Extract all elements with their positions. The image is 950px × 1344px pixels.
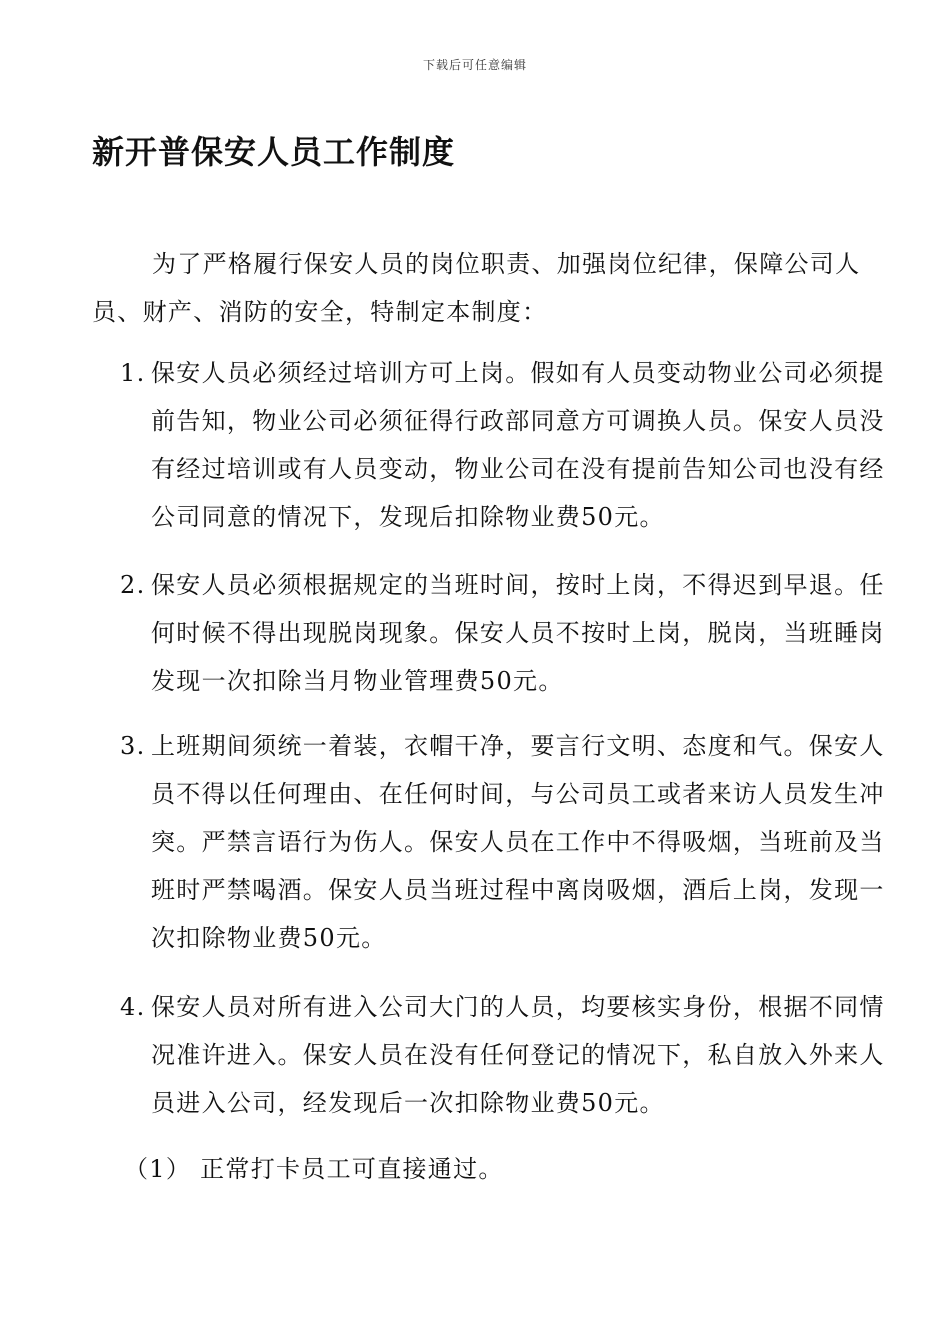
- rule-item-2: [120, 561, 890, 705]
- rule-text: 上班期间须统一着装，衣帽干净，要言行文明、态度和气。保安人员不得以任何理由、在任何时间，与公司员工或者来访人员发生冲突。严禁言语行为伤人。保安人员在工作中不得吸烟，当班前及当班时严禁喝酒。保安人员当班过程中离岗吸烟，酒后上岗，发现一次扣除物业费50元。: [151, 732, 885, 952]
- rule-number: 3.: [120, 732, 146, 760]
- rule-number: 1.: [120, 359, 146, 387]
- rule-text: 保安人员对所有进入公司大门的人员，均要核实身份，根据不同情况准许进入。保安人员在没有任何登记的情况下，私自放入外来人员进入公司，经发现后一次扣除物业费50元。: [151, 993, 885, 1117]
- rule-item-1: [120, 349, 890, 541]
- intro-paragraph: 为了严格履行保安人员的岗位职责、加强岗位纪律，保障公司人员、财产、消防的安全，特制定本制度：: [92, 250, 861, 326]
- sub-rule-item-1: （1） 正常打卡员工可直接通过。: [124, 1155, 504, 1183]
- document-title: 新开普保安人员工作制度: [92, 133, 456, 171]
- page-header-note: 下载后可任意编辑: [422, 58, 527, 72]
- rule-number: 4.: [120, 993, 146, 1021]
- rule-number: 2.: [120, 571, 146, 599]
- rule-text: 保安人员必须根据规定的当班时间，按时上岗，不得迟到早退。任何时候不得出现脱岗现象。保安人员不按时上岗，脱岗，当班睡岗发现一次扣除当月物业管理费50元。: [151, 571, 885, 695]
- rule-item-3: [120, 722, 890, 962]
- rule-item-4: [120, 983, 890, 1127]
- rule-text: 保安人员必须经过培训方可上岗。假如有人员变动物业公司必须提前告知，物业公司必须征得行政部同意方可调换人员。保安人员没有经过培训或有人员变动，物业公司在没有提前告知公司也没有经公司同意的情况下，发现后扣除物业费50元。: [151, 359, 885, 531]
